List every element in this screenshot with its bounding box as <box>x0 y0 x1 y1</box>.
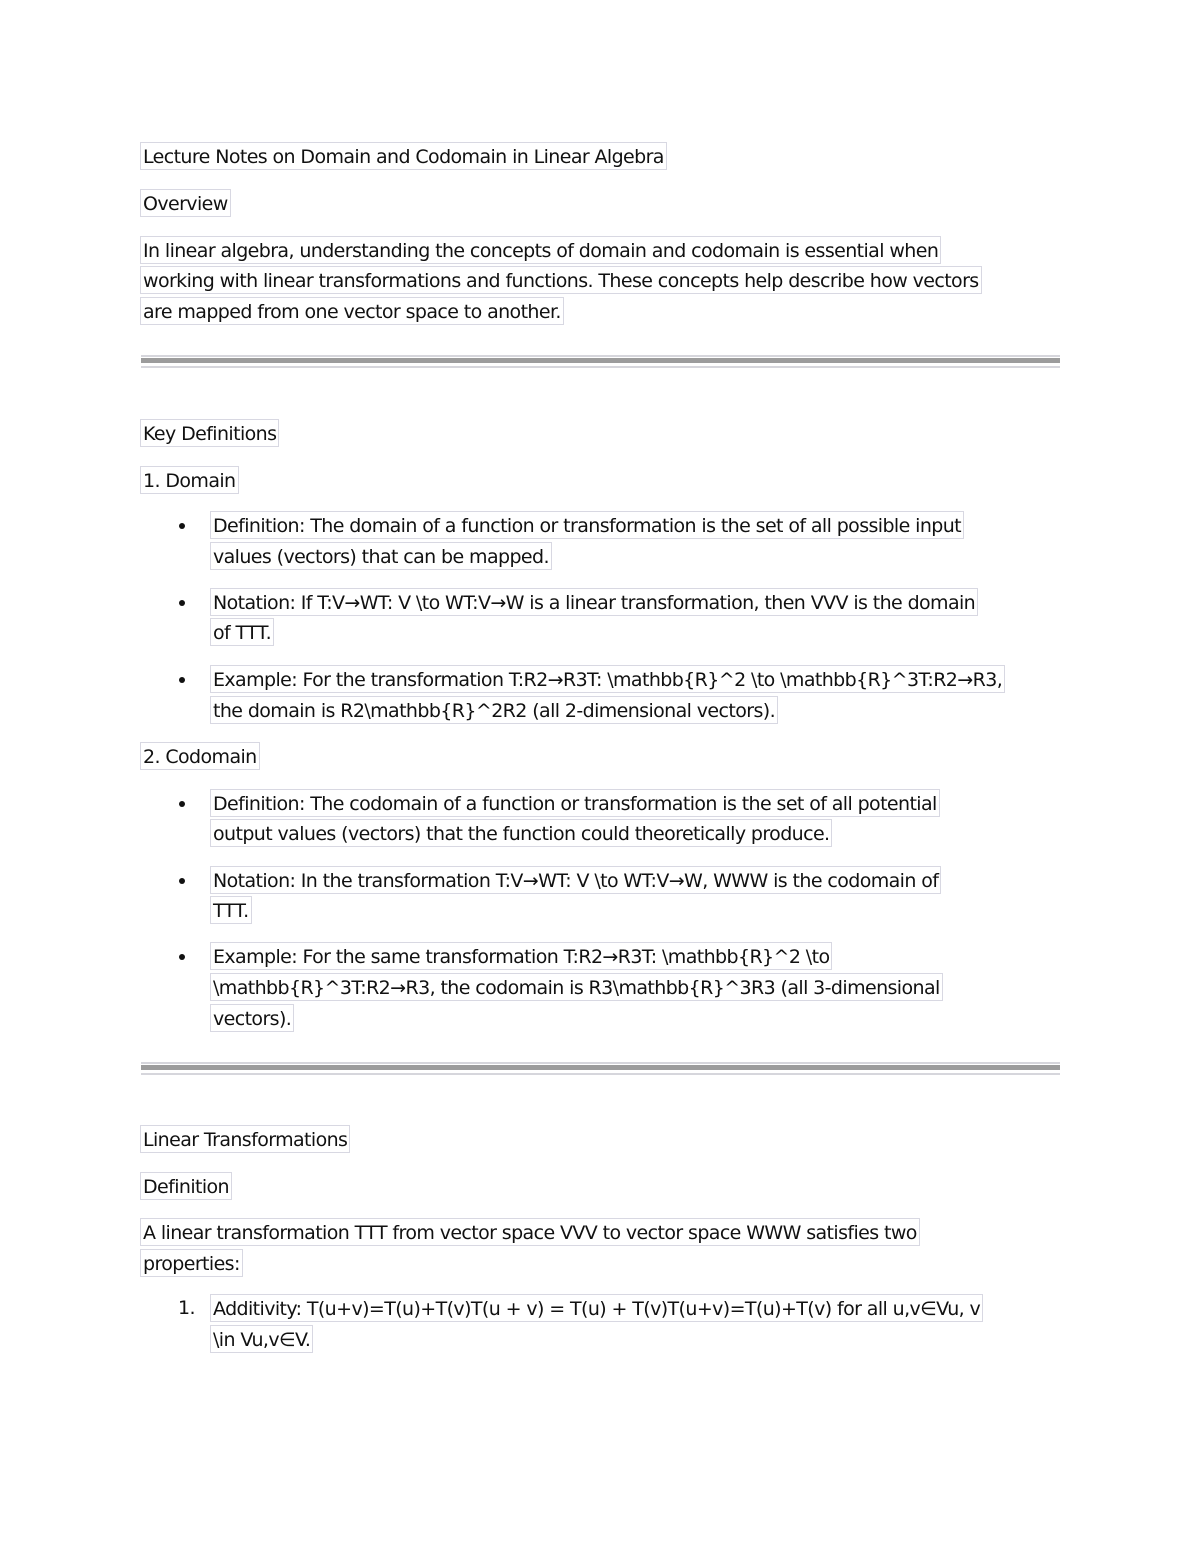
bullet-icon <box>179 954 185 960</box>
codomain-definition-line-2: output values (vectors) that the function could theoretically produce. <box>210 819 832 847</box>
codomain-notation-line-2: TTT. <box>210 896 252 924</box>
codomain-example-line-2: \mathbb{R}^3T:R2→R3, the codomain is R3\mathbb{R}^3R3 (all 3-dimensional <box>210 973 943 1001</box>
codomain-definition-line-1: Definition: The codomain of a function or transformation is the set of all potential <box>210 789 940 817</box>
codomain-example-line-3: vectors). <box>210 1004 294 1032</box>
domain-definition-line-1: Definition: The domain of a function or transformation is the set of all possible input <box>210 511 964 539</box>
domain-heading: 1. Domain <box>140 466 239 494</box>
section-divider <box>141 1062 1060 1076</box>
linear-intro-line-1: A linear transformation TTT from vector space VVV to vector space WWW satisfies two <box>140 1218 920 1246</box>
property-additivity-line-2: \in Vu,v∈V. <box>210 1325 313 1353</box>
domain-example-line-1: Example: For the transformation T:R2→R3T: \mathbb{R}^2 \to \mathbb{R}^3T:R2→R3, <box>210 665 1005 693</box>
bullet-icon <box>179 677 185 683</box>
property-additivity-line-1: Additivity: T(u+v)=T(u)+T(v)T(u + v) = T(u) + T(v)T(u+v)=T(u)+T(v) for all u,v∈Vu, v <box>210 1294 983 1322</box>
document-title: Lecture Notes on Domain and Codomain in Linear Algebra <box>140 142 667 170</box>
linear-transformations-heading: Linear Transformations <box>140 1125 350 1153</box>
overview-line-3: are mapped from one vector space to another. <box>140 297 564 325</box>
overview-line-1: In linear algebra, understanding the concepts of domain and codomain is essential when <box>140 236 941 264</box>
domain-definition-line-2: values (vectors) that can be mapped. <box>210 542 552 570</box>
codomain-notation-line-1: Notation: In the transformation T:V→WT: V \to WT:V→W, WWW is the codomain of <box>210 866 941 894</box>
domain-example-line-2: the domain is R2\mathbb{R}^2R2 (all 2-dimensional vectors). <box>210 696 778 724</box>
property-number: 1. <box>178 1297 195 1319</box>
linear-intro-line-2: properties: <box>140 1249 243 1277</box>
codomain-example-line-1: Example: For the same transformation T:R2→R3T: \mathbb{R}^2 \to <box>210 942 832 970</box>
key-definitions-heading: Key Definitions <box>140 419 279 447</box>
bullet-icon <box>179 878 185 884</box>
section-divider <box>141 355 1060 369</box>
codomain-heading: 2. Codomain <box>140 742 260 770</box>
domain-notation-line-2: of TTT. <box>210 618 274 646</box>
overview-line-2: working with linear transformations and functions. These concepts help describe how vectors <box>140 266 982 294</box>
definition-heading: Definition <box>140 1172 232 1200</box>
bullet-icon <box>179 801 185 807</box>
domain-notation-line-1: Notation: If T:V→WT: V \to WT:V→W is a linear transformation, then VVV is the domain <box>210 588 978 616</box>
bullet-icon <box>179 523 185 529</box>
overview-heading: Overview <box>140 189 231 217</box>
bullet-icon <box>179 600 185 606</box>
